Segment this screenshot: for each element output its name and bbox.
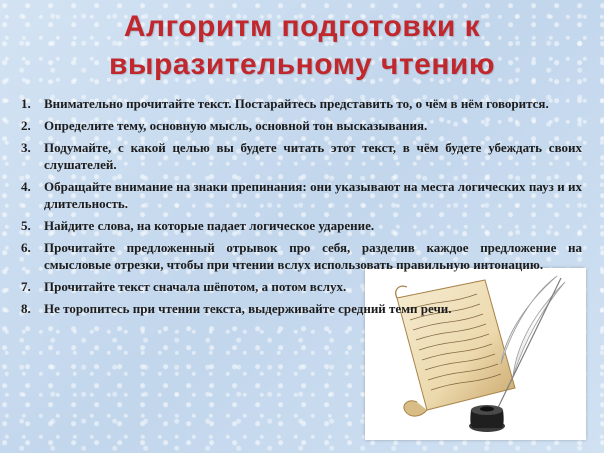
list-item: [16, 239, 582, 273]
list-item-number: 5.: [21, 218, 31, 233]
list-item-text: Обращайте внимание на знаки препинания: они указывают на места логических пауз и их длительность.: [44, 179, 582, 211]
slide-title: [0, 8, 604, 84]
list-item: [16, 178, 582, 212]
list-item-number: 8.: [21, 301, 31, 316]
list-item: [16, 95, 582, 112]
list-item: [16, 139, 582, 173]
list-item-text: Прочитайте текст сначала шёпотом, а потом вслух.: [44, 279, 347, 294]
list-item-number: 7.: [21, 279, 31, 294]
list-item-text: Внимательно прочитайте текст. Постарайтесь представить то, о чём в нём говорится.: [44, 96, 549, 111]
list-item-text: Найдите слова, на которые падает логическое ударение.: [44, 218, 375, 233]
slide-title-line2: выразительному чтению: [108, 48, 495, 81]
list-item-number: 1.: [21, 96, 31, 111]
list-item-number: 2.: [21, 118, 31, 133]
list-item-text: Не торопитесь при чтении текста, выдерживайте средний темп речи.: [44, 301, 452, 316]
algorithm-steps-list: [16, 95, 582, 322]
list-item-text: Подумайте, с какой целью вы будете читать этот текст, в чём будете убеждать своих слушателей.: [44, 140, 582, 172]
list-item-text: Определите тему, основную мысль, основной тон высказывания.: [44, 118, 428, 133]
list-item: [16, 117, 582, 134]
list-item-text: Прочитайте предложенный отрывок про себя, разделив каждое предложение на смысловые отрезки, чтобы при чтении вслух использовать правильную интонацию.: [44, 240, 582, 272]
list-item-number: 6.: [21, 240, 31, 255]
list-item-number: 3.: [21, 140, 31, 155]
slide-title-line1: Алгоритм подготовки к: [123, 10, 481, 43]
list-item-number: 4.: [21, 179, 31, 194]
list-item: [16, 278, 582, 295]
list-item: [16, 300, 582, 317]
list-item: [16, 217, 582, 234]
